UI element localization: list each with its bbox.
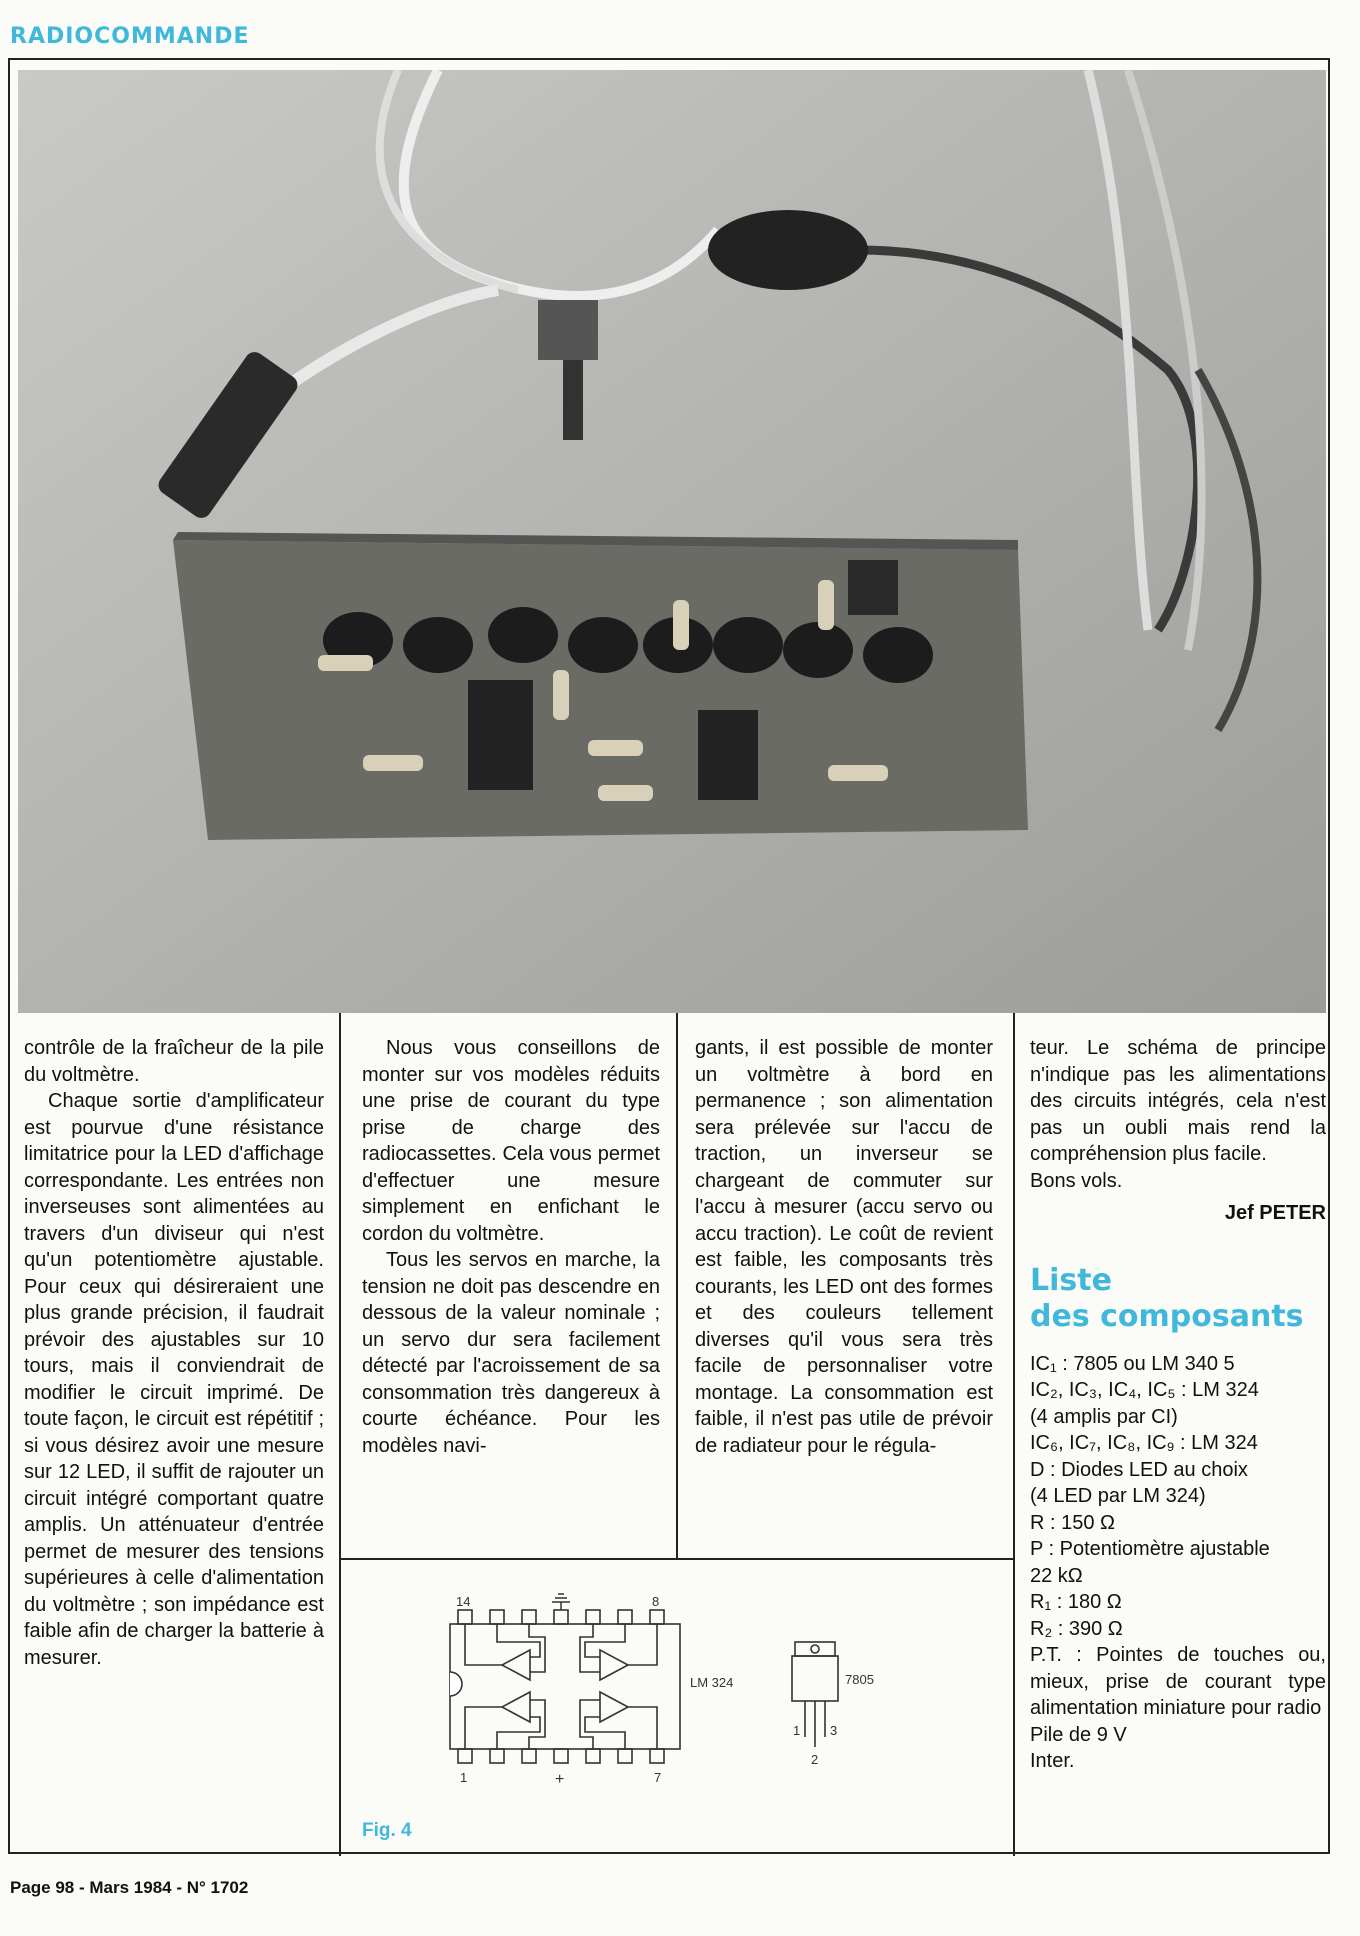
parts-list-item: D : Diodes LED au choix — [1030, 1458, 1248, 1481]
column-rule-2 — [676, 1013, 678, 1558]
parts-list-item: IC₆, IC₇, IC₈, IC₉ : LM 324 — [1030, 1432, 1258, 1454]
author-signature: Jef PETER — [1224, 1202, 1326, 1224]
parts-list — [1030, 1351, 1326, 1775]
paragraph: Bons vols. — [1030, 1169, 1123, 1192]
paragraph: teur. Le schéma de principe n'indique pas les alimentations des circuits intégrés, cela n'est pas un oubli mais rend la compréhension plus facile. — [1030, 1037, 1326, 1165]
text-column-1 — [24, 1035, 324, 1671]
paragraph: Chaque sortie d'amplificateur est pourvue d'une résistance limitatrice pour la LED d'affichage correspondante. Les entrées non inverseuses sont alimentées au travers d'un diviseur qui n'est qu'un potentiomètre ajustable. Pour ceux qui désireraient une plus grande précision, il faudrait prévoir des ajustables sur 10 tours, mais il conviendrait de modifier le circuit imprimé. De toute façon, le circuit est répétitif ; si vous désirez avoir une mesure sur 12 LED, il suffit de rajouter un circuit intégré comportant quatre amplis. Un atténuateur d'entrée permet de mesurer des tensions supérieures à celle d'alimentation du voltmètre ; son impédance est faible afin de charger la batterie à mesurer. — [24, 1090, 324, 1669]
pin-1-label: 1 — [460, 1770, 468, 1785]
figure-top-rule — [339, 1558, 1015, 1560]
section-header: RADIOCOMMANDE — [10, 24, 250, 49]
paragraph: Tous les servos en marche, la tension ne doit pas descendre en dessous de la valeur nominale ; un servo dur sera facilement détecté par l'acroissement de sa consommation très dangereux à courte échéance. Pour les modèles navi- — [362, 1249, 660, 1457]
paragraph: gants, il est possible de monter un voltmètre à bord en permanence ; son alimentation sera prélevée sur l'accu de traction, un inverseur se chargeant de commuter sur l'accu à mesurer (accu servo ou accu traction). Le coût de revient est faible, les composants très courants, les LED ont des formes et des couleurs tellement diverses qu'il vous sera très facile de personnaliser votre montage. La consommation est faible, il n'est pas utile de prévoir de radiateur pour le régula- — [695, 1037, 993, 1457]
text-column-2 — [362, 1035, 660, 1459]
parts-list-item: 22 kΩ — [1030, 1564, 1083, 1587]
parts-list-item: IC₂, IC₃, IC₄, IC₅ : LM 324 — [1030, 1379, 1259, 1401]
plus-label: + — [555, 1771, 565, 1788]
text-column-4 — [1030, 1035, 1326, 1775]
parts-list-item: Pile de 9 V — [1030, 1723, 1127, 1746]
regulator-label: 7805 — [845, 1672, 874, 1687]
parts-list-title — [1030, 1263, 1326, 1335]
pin-8-label: 8 — [652, 1594, 660, 1609]
text-column-3 — [695, 1035, 993, 1459]
regulator-pin-3: 3 — [830, 1723, 838, 1738]
paragraph: Nous vous conseillons de monter sur vos modèles réduits une prise de courant du type prise de charge des radiocassettes. Cela vous permet d'effectuer une mesure simplement en enfichant le cordon du voltmètre. — [362, 1037, 660, 1245]
circuit-photo — [18, 70, 1326, 1013]
parts-list-item: R₂ : 390 Ω — [1030, 1617, 1123, 1640]
figure-4-diagram — [340, 1562, 1020, 1862]
parts-list-item: Inter. — [1030, 1750, 1075, 1772]
pin-7-label: 7 — [654, 1770, 662, 1785]
parts-list-item: (4 amplis par CI) — [1030, 1405, 1178, 1428]
parts-list-item: R : 150 Ω — [1030, 1511, 1115, 1534]
page-footer: Page 98 - Mars 1984 - N° 1702 — [10, 1878, 249, 1897]
parts-list-title-line2: des composants — [1030, 1298, 1304, 1334]
chip-label: LM 324 — [690, 1675, 734, 1690]
parts-list-item: IC₁ : 7805 ou LM 340 5 — [1030, 1352, 1235, 1375]
parts-list-item: (4 LED par LM 324) — [1030, 1485, 1206, 1507]
regulator-pin-2: 2 — [811, 1752, 819, 1767]
parts-list-item: R₁ : 180 Ω — [1030, 1591, 1122, 1613]
figure-label: Fig. 4 — [362, 1820, 412, 1841]
parts-list-title-line1: Liste — [1030, 1262, 1112, 1298]
paragraph: contrôle de la fraîcheur de la pile du voltmètre. — [24, 1037, 324, 1086]
pin-14-label: 14 — [456, 1594, 471, 1609]
parts-list-item: P.T. : Pointes de touches ou, mieux, prise de courant type alimentation miniature pour radio — [1030, 1644, 1326, 1719]
regulator-pin-1: 1 — [793, 1723, 801, 1738]
parts-list-item: P : Potentiomètre ajustable — [1030, 1538, 1270, 1560]
